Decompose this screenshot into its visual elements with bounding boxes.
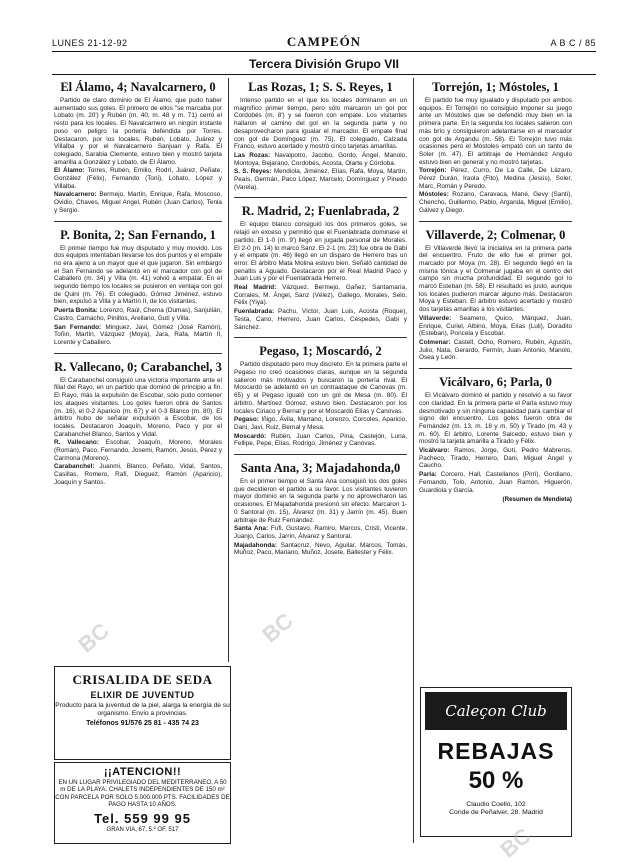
match-headline: P. Bonita, 2; San Fernando, 1 xyxy=(60,227,216,242)
report-paragraph: Intenso partido en el que los locales dominaron en un magnífico primer tiempo, pero sólo marcaron un gol por Cordobés (m. 8') y se fueron con empate. Los visitantes hallaron el camino del gol en la segunda parte y no desaprovecharon para igualar el marcador. El empate final con gol de Domínguez (m. 75). El colegiado, Calzada Franco, estuvo acertado y mostró cinco tarjetas amarillas. xyxy=(234,97,407,151)
team-lineup xyxy=(234,525,407,540)
team-lineup xyxy=(419,471,572,494)
ad-calecon-club xyxy=(420,687,572,837)
report-paragraph: El primer tiempo fue muy disputado y muy movido. Los dos equipos intentaban llevarse los dos puntos y el empate no era ajeno a un mayor que el que jugaron. Sin embargo el San Fernando se adelantó en el marcador con gol de Caballero (m. 34) y Villa (m. 41) volvió a empatar. En el segundo tiempo los locales se pusieron en ventaja con gol de Quini (m. 76). El colegiado, Gómez Jiménez, estuvo bien, expulsó a Villa y a Martín II, de los visitantes. xyxy=(54,244,222,306)
match-headline: R. Vallecano, 0; Carabanchel, 3 xyxy=(54,359,222,374)
team-name: Las Rozas: xyxy=(234,151,275,159)
section-title: CAMPEÓN xyxy=(286,34,362,49)
watermark-stamp: BC xyxy=(257,607,298,648)
section-banner: Tercera División Grupo VII xyxy=(249,57,399,71)
team-lineup xyxy=(234,152,407,167)
article-separator xyxy=(54,353,222,354)
team-name: Navalcarnero: xyxy=(54,191,100,199)
report-credit: (Resumen de Mendieta) xyxy=(502,496,572,504)
team-name: Pegaso: xyxy=(234,416,262,424)
match-headline: Villaverde, 2; Colmenar, 0 xyxy=(425,227,566,242)
match-report xyxy=(419,228,572,363)
players-list: Mendiola, Jiménez, Elías, Rafa, Moya, Martín, Peaís, Germán, Paco López, Marcelo, Domínguez y Pinedo (Varela). xyxy=(234,168,407,191)
team-name: Colmenar: xyxy=(419,338,454,346)
players-list: Castell, Ocho, Romero, Rubén, Agustín, Julio, Nata, Gerardo, Fermín, Juan Antonio, Manolo, Osea y León. xyxy=(419,338,572,362)
report-paragraph: El Vicálvaro dominó el partido y resolvió a su favor con claridad. En la primera parte el Parla estuvo muy desmotivado y sin ninguna capacidad para cambiar el signo del encuentro. Los goles fueron obra de Fernández (m. 13, m. 18 y m. 50) y Tirado (m. 43 y m. 60). El árbitro, Lorente Salcedo, estuvo bien y mostró la tarjeta amarilla a Tirado y Félix. xyxy=(419,392,572,446)
sale-headline: REBAJAS xyxy=(437,738,555,764)
article-separator xyxy=(234,197,407,198)
team-name: Vicálvaro: xyxy=(419,447,455,455)
team-lineup xyxy=(419,315,572,338)
team-lineup xyxy=(54,307,222,322)
team-name: Parla: xyxy=(419,471,441,479)
column-left xyxy=(54,80,222,493)
report-paragraph: En el primer tiempo el Santa Ana consiguió los dos goles que decidieron el partido a su favor. Los visitantes tuvieron mayor dominio en la segunda parte y no aprovecharon las ocasiones. El Majadahonda presionó sin efecto. Marcaron 1-0 Santoral (m. 15), Álvarez (m. 31) y Jarrín (m. 45). Buen arbitraje de Ruiz Fernández. xyxy=(234,478,407,524)
watermark-stamp: BC xyxy=(73,617,114,658)
team-lineup xyxy=(234,542,407,557)
team-lineup xyxy=(419,447,572,470)
team-name: Fuenlabrada: xyxy=(234,308,279,316)
players-list: Ramos, Jorge, Gutí, Pedro Mabreros, Pacheco, Tirado, Herrero, Dani, Miguel Ángel y Caucho. xyxy=(419,447,572,470)
match-report xyxy=(419,375,572,503)
match-report xyxy=(54,80,222,215)
team-name: El Álamo: xyxy=(54,167,88,175)
ad-body: Producto para la juventud de la piel, alarga la energía de su organismo. Envío a provincias. xyxy=(55,702,230,717)
header-date: LUNES 21-12-92 xyxy=(52,38,128,48)
team-lineup xyxy=(419,167,572,190)
players-list: Escobar, Joaquín, Moreno, Morales (Román), Paco, Fernando, Josemi, Ramón, Jesús, Pérez y Carmona (Moreno). xyxy=(54,439,222,462)
team-name: Moscardó: xyxy=(234,432,272,440)
team-name: Villaverde: xyxy=(419,314,460,322)
players-list: Vázquez, Bermejo, Gañez, Santamaría, Corrales, M. Ángel, Sanz (Vélez), Gallego, Morales, Selo, Félix (Yiya). xyxy=(234,284,407,307)
match-headline: Las Rozas, 1; S. S. Reyes, 1 xyxy=(248,80,393,94)
ad-address: GRAN VIA, 67, 5.º OF. 517 xyxy=(106,826,179,833)
ad-title: CRISALIDA DE SEDA xyxy=(72,672,213,687)
team-name: Majadahonda: xyxy=(234,541,281,549)
match-headline: Santa Ana, 3; Majadahonda,0 xyxy=(240,461,401,476)
ad-subtitle: ELIXIR DE JUVENTUD xyxy=(90,690,195,700)
ad-crisalida xyxy=(54,666,231,760)
team-lineup xyxy=(54,324,222,347)
players-list: Juanmi, Blanco, Peñato, Vidal, Santos, Casillas, Romero, Rafi, Dieguez, Ramón (Aparicio), Joaquín y Santos. xyxy=(54,463,222,486)
players-list: Minguez, Javi, Gómez (José Ramón), Toñin, Martín, Vázquez (Moya), Jara, Rafa, Martín II, Lorente y Caballero. xyxy=(54,323,222,346)
ad-phone: Tel. 559 99 95 xyxy=(94,810,191,826)
players-list: Fufi, Gustavo, Ramiro, Marcos, Cristi, Vicente, Juanjo, Carlos, Jarrín, Álvarez y Santoral. xyxy=(234,525,407,540)
team-name: Carabanchel: xyxy=(54,463,100,471)
team-lineup xyxy=(419,191,572,214)
report-paragraph: El partido fue muy igualado y disputado por ambos equipos. El Torrejón no consiguió imponer su juego ante un Móstoles que se defendió muy bien en la primera parte. En la segunda los locales salieron con más brío y consiguieron adelantarse en el marcador con gol de Argandu (m. 58). El Torrejón tuvo más ocasiones pero el Móstoles empató con un tanto de Soler (m. 47). El arbitraje de Hernández Angulo estuvo bien en general y no mostró tarjetas. xyxy=(419,97,572,166)
team-name: Móstoles: xyxy=(419,191,453,199)
match-headline: El Álamo, 4; Navalcarnero, 0 xyxy=(60,80,216,94)
players-list: Seamero, Quico, Márquez, Juan, Enrique, Curiel, Albino, Moya, Elías (Luli), Doradito (Esteban), Poncela y Escobar. xyxy=(419,314,572,338)
report-paragraph: El equipo blanco consiguió los dos primeros goles, se relajó en exceso y permitió que el Fuenlabrada dominase el partido. El 1-0 (m. 9') llegó en jugada personal de Morales. El 2-0 (m. 14) lo marcó Sanz. El 2-1 (m. 23) fue obra de Gabi y el empate (m. 46) llegó en un disparo de Herrero tras un error. El árbitro Mata Molina estuvo bien. Señaló cantidad de penaltis a Aguado. Destacaron por el Real Madrid Paco y Juan Luis y por el Fuenlabrada Herrero. xyxy=(234,221,407,283)
article-separator xyxy=(54,221,222,222)
match-headline: Torrejón, 1; Móstoles, 1 xyxy=(432,80,559,94)
team-name: Puerta Bonita: xyxy=(54,307,100,315)
report-paragraph: Partido disputado pero muy discreto. En la primera parte el Pegaso no creó ocasiones claras, aunque en la segunda salieron más motivados y buscaron la portería rival. El Moscardó se adelantó en un contraataque de Canovas (m. 65) y el Pegaso igualó con un gol de Mesa (m. 80). El árbitro, Martínez Gómez, estuvo bien. Destacaron por los locales Ciriaco y Bernal y por el Moscardó Elías y Canovas. xyxy=(234,361,407,415)
team-name: S. S. Reyes: xyxy=(234,168,274,176)
column-right xyxy=(419,80,572,509)
article-separator xyxy=(234,454,407,455)
brand-logo: Caleçon Club xyxy=(425,692,567,730)
team-lineup xyxy=(234,416,407,431)
sale-percent: 50 % xyxy=(468,767,524,794)
players-list: Rubén, Juan Carlos, Pina, Castejón, Luna, Fellipe, Pepe, Elías, Rodrigo, Jiménez y Canovas. xyxy=(234,432,407,448)
players-list: Pachu, Víctor, Juan Luis, Acosta (Roque), Testa, Cano, Herrero, Juan Carlos, Céspedes, Gabi y Sánchez. xyxy=(234,308,408,331)
ad-atencion xyxy=(54,762,231,844)
match-headline: Vicálvaro, 6; Parla, 0 xyxy=(439,375,552,390)
column-divider xyxy=(228,78,229,662)
match-report xyxy=(234,344,407,448)
team-name: Real Madrid: xyxy=(234,284,283,292)
article-separator xyxy=(419,368,572,369)
page-number: A B C / 85 xyxy=(550,38,596,48)
store-address: Claudio Coello, 102 xyxy=(466,801,526,808)
article-separator xyxy=(419,221,572,222)
ad-phone: Teléfonos 91/576 25 81 - 435 74 23 xyxy=(86,720,199,727)
article-separator xyxy=(234,337,407,338)
match-headline: Pegaso, 1; Moscardó, 2 xyxy=(259,344,382,359)
team-name: Santa Ana: xyxy=(234,525,271,533)
team-lineup xyxy=(54,463,222,486)
match-report xyxy=(54,228,222,347)
watermark-stamp: BC xyxy=(495,822,536,863)
header-rule xyxy=(52,51,596,52)
players-list: Corcero, Hall, Castellanos (Pirri), Gordiano, Fernando, Tolo, Antonio, Juan Ramón, Higuerón, Guardiola y García. xyxy=(419,471,572,494)
team-lineup xyxy=(234,168,407,191)
team-lineup xyxy=(234,433,407,448)
team-lineup xyxy=(234,284,407,307)
team-name: Torrejón: xyxy=(419,167,451,175)
match-report xyxy=(234,204,407,331)
page-header xyxy=(52,34,596,50)
players-list: Pérez, Curro, De La Calle, De Lázaro, Pérez Durán, Iraola (Fito), Medina (Jesús), Soler, Marc, Román y Peredo. xyxy=(419,167,572,190)
team-lineup xyxy=(234,308,407,331)
players-list: Rozano, Caravaca, Mané, Gevy (Santi), Chencho, Guillermo, Pablo, Arganda, Miguel (Emilio), Gálvez y Diego. xyxy=(419,191,572,214)
column-divider xyxy=(413,78,414,843)
players-list: Navalpotro, Jacobo, Gordo, Ángel, Manolo, Montoya, Bejarano, Cordobés, Acosta, Olarte y Córdoba. xyxy=(234,151,408,167)
report-paragraph: El Villaverde llevó la iniciativa en la primera parte del encuentro. Fruto de ello fue el primer gol, marcado por Moya (m. 28). El segundo llegó en la misma tónica y el Colmenar jugaba en el centro del campo sin mucha profundidad. El segundo gol lo marcó Esteban (m. 58). El resultado es justo, aunque los locales pudieron marcar alguno más. Destacaron Moya y Esteban. El árbitro estuvo acertado y mostró dos tarjetas amarillas a los visitantes. xyxy=(419,244,572,314)
team-name: R. Vallecano: xyxy=(54,439,106,447)
ad-body: EN UN LUGAR PRIVILEGIADO DEL MEDITERRANEO, A 50 m DE LA PLAYA. CHALETS INDEPENDIENTES DE 150 m² CON PARCELA POR SOLO 5.000.000 PTS. FACILIDADES DE PAGO HASTA 10 AÑOS. xyxy=(55,779,230,809)
report-paragraph: Partido de claro dominio de El Álamo, que pudo haber aumentado sus goles. El primero de ellos "se marcaba por Lobato (m. 20') y Rubén (m. 40, m. 48 y m. 71) cerró el resto para los locales. El Navalcarnero en ningún instante puso en peligro la portería defendida por Torres. Destacaron, por los locales, Rubén, Lobato, Juárez y Villalba y por el Navalcarnero Sanjuan y Rafa. El colegiado, Sarabia Clemente, estuvo bien y mostró tarjeta amarilla a González y Lobato, de El Álamo. xyxy=(54,97,222,166)
match-report xyxy=(54,360,222,487)
report-paragraph: El Carabanchel consiguió una victoria importante ante el filial del Rayo, en un partido que dominó de principio a fin. El Rayo, más la expulsión de Escobar, solo pudo contener los ataques visitantes. Los goles fueron obra de Santos (m. 16), el 0-2 Aparicio (m. 67) y el 0-3 Blanco (m. 80). El árbitro hubo de señalar expulsión a Escobar, de los locales. Destacaron Joaquín, Moreno, Paco y por el Carabanchel Blanco, Santos y Vidal. xyxy=(54,376,222,438)
match-report xyxy=(234,80,407,191)
players-list: Lorenzo, Raúl, Chema (Dumas), Sanjulián, Castro, Camacho, Pinillos, Arellano, Gutí y Villa. xyxy=(54,307,222,322)
team-lineup xyxy=(54,439,222,462)
store-address: Conde de Peñalver, 28. Madrid xyxy=(449,809,543,816)
team-lineup xyxy=(54,191,222,214)
players-list: Torres, Rubén, Emilio, Rodrí, Juárez, Peñate, González (Félix), Fernando (Toni), Lobato, López y Villalba. xyxy=(54,167,222,190)
team-lineup xyxy=(419,339,572,362)
players-list: Iñigo, Ávila, Marrano, Lorenzo, Corcoles, Aparicio, Dani, Javi, Ruiz, Bernal y Mesa. xyxy=(234,416,407,431)
team-name: San Fernando: xyxy=(54,323,106,331)
players-list: Bermejo, Martín, Enrique, Rafa, Moscoso, Ovidio, Chaves, Miguel Angel, Rubén (Juan Carlos), Tenla y Sergio. xyxy=(54,191,222,214)
banner-rule xyxy=(52,74,596,75)
ad-title: ¡¡ATENCION!! xyxy=(103,766,182,778)
match-report xyxy=(234,461,407,557)
column-middle xyxy=(234,80,407,563)
players-list: Santacruz, Nevo, Aguilar, Marcos, Tomás, Muñoz, Paco, Mariano, Muñoz, Josete, Ballester y Félix. xyxy=(234,541,407,557)
match-report xyxy=(419,80,572,215)
team-lineup xyxy=(54,167,222,190)
match-headline: R. Madrid, 2; Fuenlabrada, 2 xyxy=(241,204,400,219)
